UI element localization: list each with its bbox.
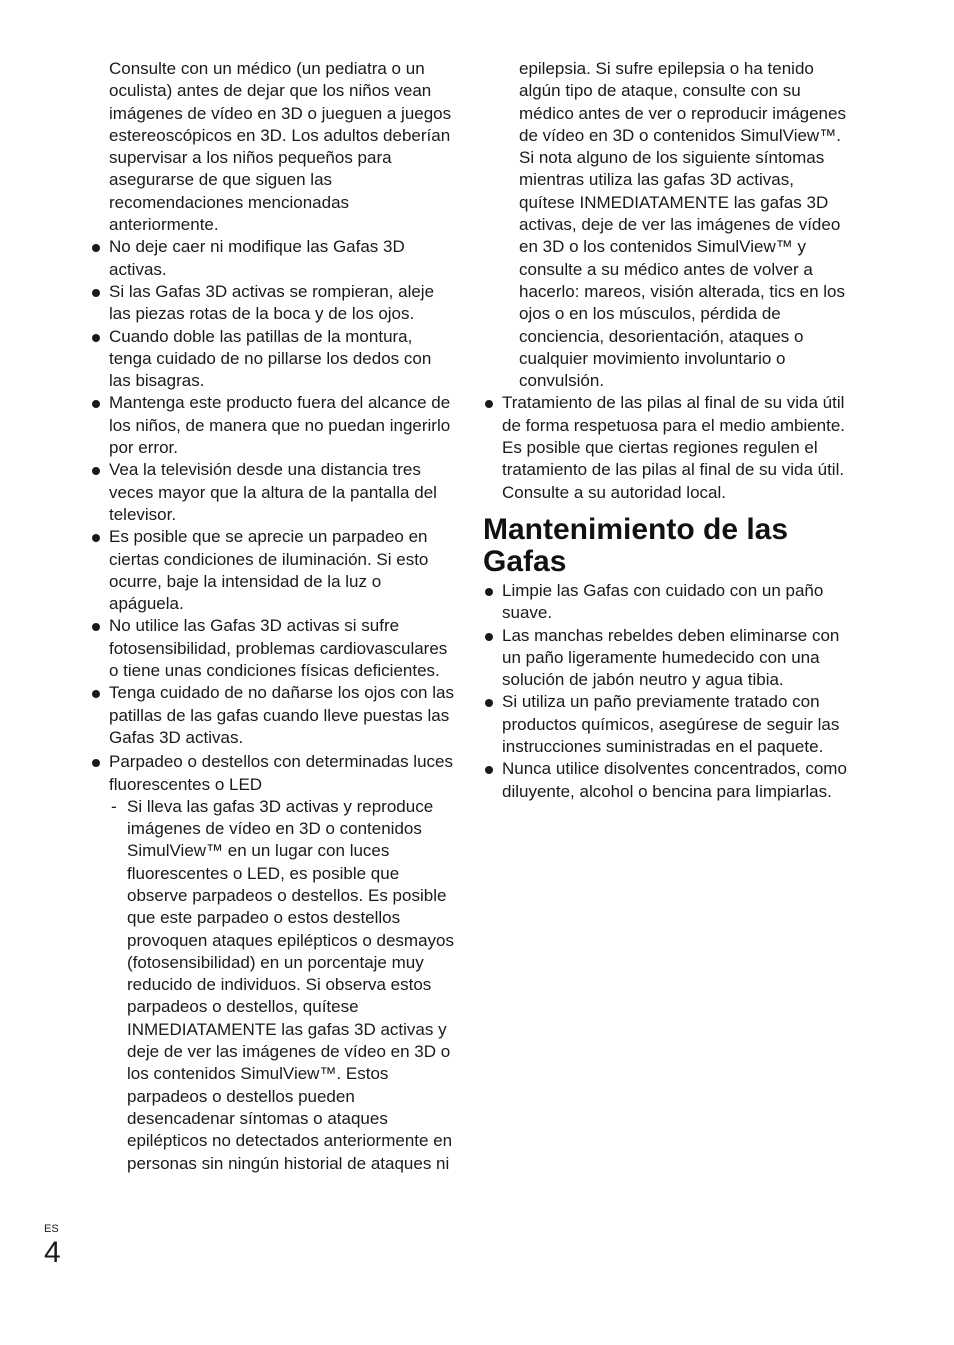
bullet-icon xyxy=(92,534,100,542)
bullet-icon xyxy=(92,467,100,475)
bullet-icon xyxy=(92,244,100,252)
bullet-icon xyxy=(92,334,100,342)
bullet-icon xyxy=(485,699,493,707)
list-item xyxy=(90,615,456,682)
bullet-icon xyxy=(92,400,100,408)
list-item xyxy=(90,682,456,749)
list-item xyxy=(483,758,849,803)
list-item-text: Tenga cuidado de no dañarse los ojos con las patillas de las gafas cuando lleve puestas las Gafas 3D activas. xyxy=(109,683,454,747)
sub-list-item xyxy=(109,796,456,1175)
continued-paragraph: epilepsia. Si sufre epilepsia o ha tenido algún tipo de ataque, consulte con su médico antes de ver o reproducir imágenes de vídeo en 3D o contenidos SimulView™. Si nota alguno de los siguiente síntomas mientras utiliza las gafas 3D activas, quítese INMEDIATAMENTE las gafas 3D activas, deje de ver las imágenes de vídeo en 3D o los contenidos SimulView™ y consulte a su médico antes de volver a hacerlo: mareos, visión alterada, tics en los ojos o en los músculos, pérdida de conciencia, desorientación, ataques o cualquier movimiento involuntario o convulsión. xyxy=(519,59,846,391)
bullet-icon xyxy=(92,623,100,631)
right-column xyxy=(483,58,849,803)
list-item-text: Limpie las Gafas con cuidado con un paño suave. xyxy=(502,580,824,623)
bullet-icon xyxy=(485,588,493,596)
bullet-icon xyxy=(92,759,100,767)
list-item-text: Es posible que se aprecie un parpadeo en ciertas condiciones de iluminación. Si esto ocurre, baje la intensidad de la luz o apáguela. xyxy=(109,527,429,614)
bullet-icon xyxy=(485,633,493,641)
list-item xyxy=(90,392,456,459)
bullet-icon xyxy=(485,400,493,408)
list-item xyxy=(90,281,456,326)
intro-paragraph: Consulte con un médico (un pediatra o un oculista) antes de dejar que los niños vean imágenes de vídeo en 3D o jueguen a juegos estereoscópicos en 3D. Los adultos deberían supervisar a los niños pequeños para asegurarse de que siguen las recomendaciones mencionadas anteriormente. xyxy=(109,59,452,235)
page-number: 4 xyxy=(44,1236,61,1269)
maintenance-list xyxy=(483,580,849,803)
list-item-text: Si las Gafas 3D activas se rompieran, aleje las piezas rotas de la boca y de los ojos. xyxy=(109,281,435,324)
list-item xyxy=(90,326,456,393)
list-item xyxy=(483,580,849,625)
list-item xyxy=(90,526,456,615)
list-item-text: Cuando doble las patillas de la montura, tenga cuidado de no pillarse los dedos con las bisagras. xyxy=(109,326,432,391)
list-item-text: Las manchas rebeldes deben eliminarse con un paño ligeramente humedecido con una solución de jabón neutro y agua tibia. xyxy=(502,625,840,690)
list-item xyxy=(483,625,849,692)
list-item-text: Tratamiento de las pilas al final de su vida útil de forma respetuosa para el medio ambiente. Es posible que ciertas regiones regulen el tratamiento de las pilas al final de su vida útil. Consulte a su autoridad local. xyxy=(502,393,846,502)
list-item-text: No deje caer ni modifique las Gafas 3D activas. xyxy=(109,237,405,279)
page-footer xyxy=(44,1223,61,1269)
sub-list xyxy=(109,796,456,1175)
bullet-icon xyxy=(92,690,100,698)
language-code: ES xyxy=(44,1223,59,1235)
list-item-text: Parpadeo o destellos con determinadas luces fluorescentes o LED xyxy=(109,752,453,794)
list-item-text: Vea la televisión desde una distancia tres veces mayor que la altura de la pantalla del televisor. xyxy=(109,460,437,524)
left-column xyxy=(90,58,456,1175)
list-item xyxy=(483,392,849,503)
list-item-text: Nunca utilice disolventes concentrados, como diluyente, alcohol o bencina para limpiarlas. xyxy=(502,759,847,801)
bullet-icon xyxy=(92,289,100,297)
section-heading: Mantenimiento de las Gafas xyxy=(483,512,789,578)
list-item-text: Si utiliza un paño previamente tratado con productos químicos, asegúrese de seguir las instrucciones suministradas en el paquete. xyxy=(502,692,840,757)
list-item-text: No utilice las Gafas 3D activas si sufre fotosensibilidad, problemas cardiovasculares o tiene unas condiciones físicas deficientes. xyxy=(109,616,448,681)
list-item xyxy=(90,236,456,281)
dash-icon: - xyxy=(111,796,117,816)
bullet-icon xyxy=(485,766,493,774)
list-item-flicker xyxy=(90,751,456,1175)
sub-list-item-text: Si lleva las gafas 3D activas y reproduce imágenes de vídeo en 3D o contenidos SimulView™ en un lugar con luces fluorescentes o LED, es posible que observe parpadeos o destellos. Es posible que este parpadeo o estos destellos provoquen ataques epilépticos o desmayos (fotosensibilidad) en un porcentaje muy reducido de individuos. Si observa estos parpadeos o destellos, quítese INMEDIATAMENTE las gafas 3D activas y deje de ver las imágenes de vídeo en 3D o los contenidos SimulView™. Estos parpadeos o destellos pueden desencadenar síntomas o ataques epilépticos no detectados anteriormente en personas sin ningún historial de ataques ni xyxy=(127,796,454,1173)
list-item xyxy=(483,691,849,758)
list-item xyxy=(90,459,456,526)
battery-list xyxy=(483,392,849,503)
safety-list xyxy=(90,236,456,1174)
list-item-text: Mantenga este producto fuera del alcance de los niños, de manera que no puedan ingerirlo por error. xyxy=(109,393,451,458)
